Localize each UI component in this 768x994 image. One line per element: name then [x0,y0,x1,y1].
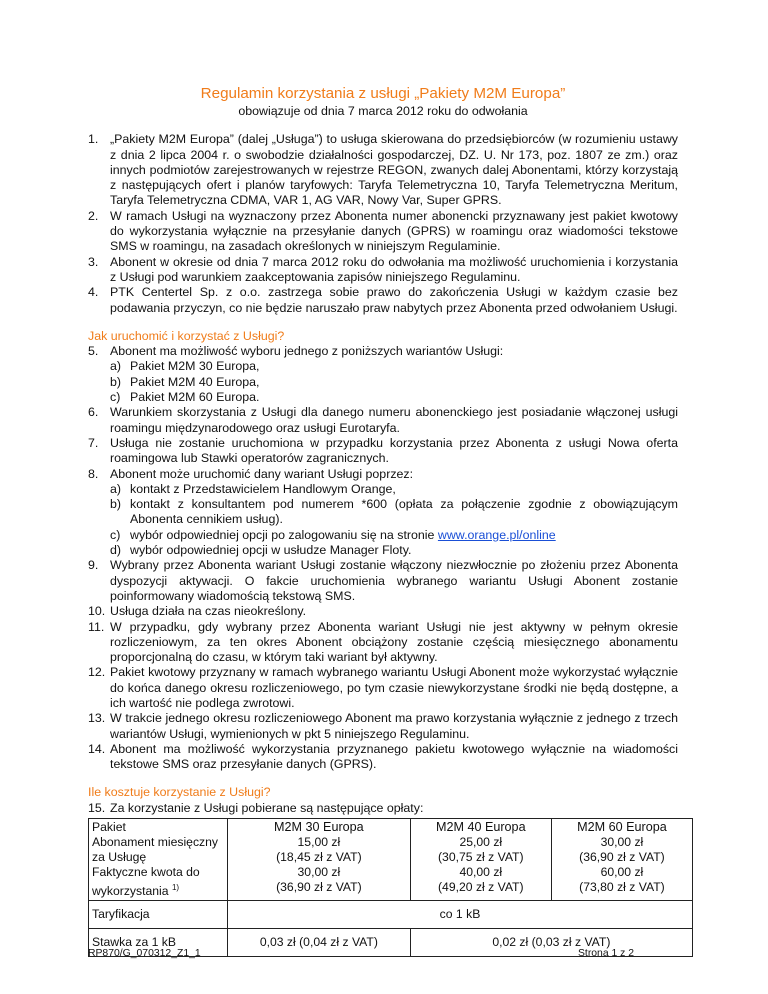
list-item: 5. Abonent ma możliwość wyboru jednego z poniższych wariantów Usługi: [88,344,504,359]
orange-online-link[interactable]: www.orange.pl/online [437,527,556,542]
list-item: 15. Za korzystanie z Usługi pobierane są następujące opłaty: [88,800,424,815]
table-cell: 0,03 zł (0,04 zł z VAT) [228,929,411,957]
table-cell: M2M 40 Europa 25,00 zł (30,75 zł z VAT) 40,00 zł (49,20 zł z VAT) [410,819,551,901]
activation-list [88,344,678,772]
sub-item: c) Pakiet M2M 60 Europa. [110,390,260,405]
sub-item: b) Pakiet M2M 40 Europa, [110,374,260,389]
list-item: 1. „Pakiety M2M Europa” (dalej „Usługa”) to usługa skierowana do przedsiębiorców (w rozumieniu ustawy z dnia 2 lipca 2004 r. o swobodzie działalności gospodarczej, DZ. U. Nr 173, poz. 1807 ze zm.) oraz innych podmiotów zarejestrowanych w rejestrze REGON, zwanych dalej Abonentami, którzy korzystają z następujących ofert i planów taryfowych: Taryfa Telemetryczna 10, Taryfa Telemetryczna Meritum, Taryfa Telemetryczna CDMA, VAR 1, AG VAR, Nowy Var, Super GPRS. [88,132,678,208]
list-item: 6. Warunkiem skorzystania z Usługi dla danego numeru abonenckiego jest posiadanie włączonej usługi roamingu międzynarodowego oraz usługi Eurotaryfa. [88,405,678,435]
list-item: 10. Usługa działa na czas nieokreślony. [88,604,307,619]
list-item: 8. Abonent może uruchomić dany wariant Usługi poprzez: [88,466,414,481]
table-cell: M2M 60 Europa 30,00 zł (36,90 zł z VAT) 60,00 zł (73,80 zł z VAT) [551,819,692,901]
table-cell: co 1 kB [228,901,693,929]
list-item: 4. PTK Centertel Sp. z o.o. zastrzega sobie prawo do zakończenia Usługi w każdym czasie bez podawania przyczyn, co nie będzie naruszało praw nabytych przez Abonenta przed odwołaniem Usługi. [88,285,678,315]
document-subtitle: obowiązuje od dnia 7 marca 2012 roku do odwołania [238,104,528,118]
list-item: 12. Pakiet kwotowy przyznany w ramach wybranego wariantu Usługi Abonent może wykorzystać wyłącznie do końca danego okresu rozliczeniowego, po tym czasie niewykorzystane środki nie będą dostępne, a ich wartość nie podlega zwrotowi. [88,665,678,710]
table-cell: Pakiet Abonament miesięczny za Usługę Faktyczne kwota do wykorzystania $^{1)}$ [89,819,228,901]
sub-item: a) Pakiet M2M 30 Europa, [110,359,260,374]
page-number: Strona 1 z 2 [578,948,635,959]
list-item: 13. W trakcie jednego okresu rozliczeniowego Abonent ma prawo korzystania wyłącznie z jednego z trzech wariantów Usługi, wymienionych w pkt 5 niniejszego Regulaminu. [88,711,678,741]
list-item: 7. Usługa nie zostanie uruchomiona w przypadku korzystania przez Abonenta z usługi Nowa oferta roamingowa lub Stawki operatorów zagranicznych. [88,435,678,466]
sub-item: b) kontakt z konsultantem pod numerem *600 (opłata za połączenie zgodnie z obowiązującym Abonenta cennikiem usług). [110,497,678,527]
costs-list [88,801,678,816]
section-heading-activation: Jak uruchomić i korzystać z Usługi? [88,328,285,343]
list-item: 14. Abonent ma możliwość wykorzystania przyznanego pakietu kwotowego wyłącznie na wiadomości tekstowe SMS oraz przesyłanie danych (GPRS). [88,741,678,772]
list-item: 2. W ramach Usługi na wyznaczony przez Abonenta numer abonencki przyznawany jest pakiet kwotowy do wykorzystania wyłącznie na przesyłanie danych (GPRS) w roamingu oraz wiadomości tekstowe SMS w roamingu, na zasadach określonych w niniejszym Regulaminie. [88,208,678,254]
list-item: 9. Wybrany przez Abonenta wariant Usługi zostanie włączony niezwłocznie po złożeniu przez Abonenta dyspozycji aktywacji. O fakcie uruchomienia wybranego wariantu Usługi Abonent zostanie poinformowany wiadomością tekstową SMS. [88,558,678,603]
document-title: Regulamin korzystania z usługi „Pakiety M2M Europa” [200,85,566,102]
document-code: RP870/G_070312_Z1_1 [88,948,201,959]
table-row [89,901,693,929]
table-cell: 0,02 zł (0,03 zł z VAT) [410,929,692,957]
document-page [88,84,678,957]
table-cell: M2M 30 Europa 15,00 zł (18,45 zł z VAT) 30,00 zł (36,90 zł z VAT) [228,819,411,901]
fees-table [88,818,693,957]
sub-item: a) kontakt z Przedstawicielem Handlowym Orange, [110,481,396,496]
table-row [89,819,693,901]
list-item: 11. W przypadku, gdy wybrany przez Abonenta wariant Usługi nie jest aktywny w pełnym okresie rozliczeniowym, za ten okres Abonent obciążony zostanie częścią miesięcznego abonamentu proporcjonalną do czasu, w którym taki wariant był aktywny. [88,619,678,665]
table-cell: Taryfikacja [89,901,228,929]
intro-list [88,132,678,316]
list-item: 3. Abonent w okresie od dnia 7 marca 2012 roku do odwołania ma możliwość uruchomienia i korzystania z Usługi pod warunkiem zaakceptowania zapisów niniejszego Regulaminu. [88,254,678,284]
sub-item: d) wybór odpowiedniej opcji w usłudze Manager Floty. [110,543,412,558]
table-cell: Stawka za 1 kB [89,929,228,957]
section-heading-costs: Ile kosztuje korzystanie z Usługi? [88,785,271,800]
sub-item: c) wybór odpowiedniej opcji po zalogowaniu się na stronie www.orange.pl/online [110,527,556,542]
